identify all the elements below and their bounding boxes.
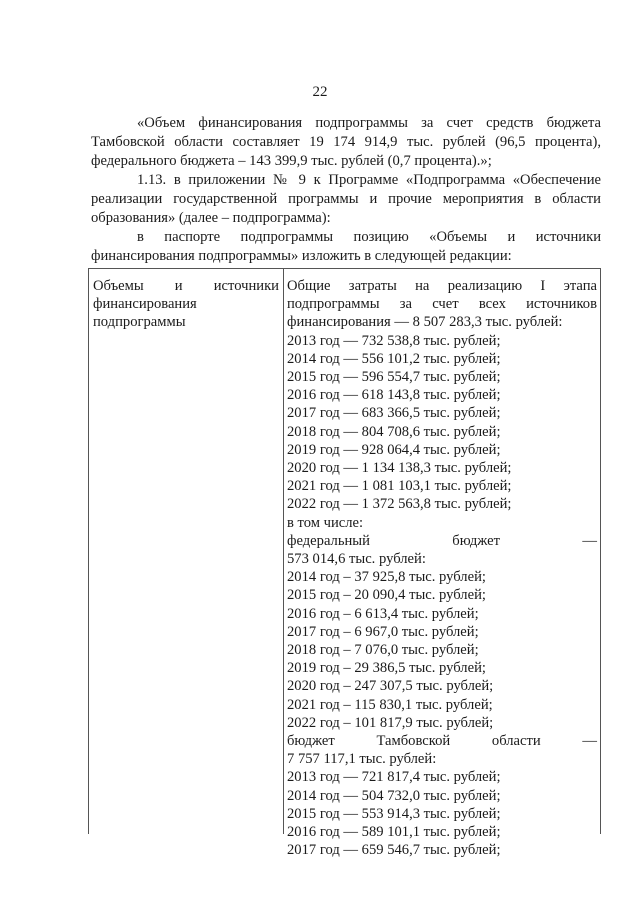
paragraph-line: финансирования подпрограммы» изложить в следующей редакции: [91, 248, 512, 264]
federal-year-line: 2020 год – 247 307,5 тыс. рублей; [287, 678, 494, 695]
total-year-line: 2014 год — 556 101,2 тыс. рублей; [287, 350, 501, 367]
paragraph-line: Тамбовской области составляет 19 174 914,9 тыс. рублей (96,5 процента), [91, 134, 601, 150]
total-year-line: 2022 год — 1 372 563,8 тыс. рублей; [287, 496, 512, 513]
regional-budget-line: бюджет Тамбовской области — [287, 733, 597, 750]
paragraph-line: в паспорте подпрограммы позицию «Объемы и источники [137, 229, 601, 245]
federal-year-line: 2019 год – 29 386,5 тыс. рублей; [287, 660, 486, 677]
regional-year-line: 2014 год — 504 732,0 тыс. рублей; [287, 787, 501, 804]
total-year-line: 2020 год — 1 134 138,3 тыс. рублей; [287, 460, 512, 477]
page-number: 22 [312, 84, 328, 100]
table-left-cell [93, 277, 279, 332]
regional-year-line: 2017 год — 659 546,7 тыс. рублей; [287, 842, 501, 859]
regional-year-line: 2015 год — 553 914,3 тыс. рублей; [287, 805, 501, 822]
regional-year-line: 2016 год — 589 101,1 тыс. рублей; [287, 824, 501, 841]
federal-budget-line: 573 014,6 тыс. рублей: [287, 551, 426, 568]
paragraph-line: федерального бюджета – 143 399,9 тыс. рублей (0,7 процента).»; [91, 153, 492, 169]
including-label: в том числе: [287, 514, 364, 531]
intro-line: подпрограммы за счет всех источников [287, 296, 597, 313]
left-cell-line: подпрограммы [93, 314, 186, 331]
table-right-cell [287, 277, 597, 860]
federal-year-line: 2018 год – 7 076,0 тыс. рублей; [287, 642, 479, 659]
regional-budget-line: 7 757 117,1 тыс. рублей: [287, 751, 437, 768]
passport-table [88, 268, 601, 859]
federal-year-line: 2021 год – 115 830,1 тыс. рублей; [287, 696, 493, 713]
intro-line: Общие затраты на реализацию I этапа [287, 278, 597, 294]
total-year-line: 2015 год — 596 554,7 тыс. рублей; [287, 369, 501, 386]
total-year-line: 2016 год — 618 143,8 тыс. рублей; [287, 387, 501, 404]
left-cell-line: финансирования [93, 296, 197, 313]
federal-year-line: 2022 год – 101 817,9 тыс. рублей; [287, 714, 494, 731]
total-year-line: 2021 год — 1 081 103,1 тыс. рублей; [287, 478, 512, 495]
intro-line: финансирования — 8 507 283,3 тыс. рублей: [287, 314, 563, 331]
total-year-line: 2018 год — 804 708,6 тыс. рублей; [287, 423, 501, 440]
federal-year-line: 2014 год – 37 925,8 тыс. рублей; [287, 569, 486, 586]
left-cell-line: Объемы и источники [93, 278, 279, 294]
regional-year-line: 2013 год — 721 817,4 тыс. рублей; [287, 769, 501, 786]
federal-year-line: 2015 год – 20 090,4 тыс. рублей; [287, 587, 486, 604]
total-year-line: 2017 год — 683 366,5 тыс. рублей; [287, 405, 501, 422]
total-year-line: 2019 год — 928 064,4 тыс. рублей; [287, 441, 501, 458]
federal-budget-line: федеральный бюджет — [287, 532, 597, 549]
federal-year-line: 2016 год – 6 613,4 тыс. рублей; [287, 605, 479, 622]
paragraph-line: 1.13. в приложении № 9 к Программе «Подпрограмма «Обеспечение [137, 172, 601, 188]
paragraph-line: реализации государственной программы и прочие мероприятия в области [91, 191, 601, 207]
total-year-line: 2013 год — 732 538,8 тыс. рублей; [287, 332, 501, 349]
paragraph-line: «Объем финансирования подпрограммы за счет средств бюджета [137, 115, 601, 131]
column-divider [283, 269, 284, 834]
paragraph-line: образования» (далее – подпрограмма): [91, 210, 331, 226]
federal-year-line: 2017 год – 6 967,0 тыс. рублей; [287, 623, 479, 640]
body-text [91, 114, 601, 266]
